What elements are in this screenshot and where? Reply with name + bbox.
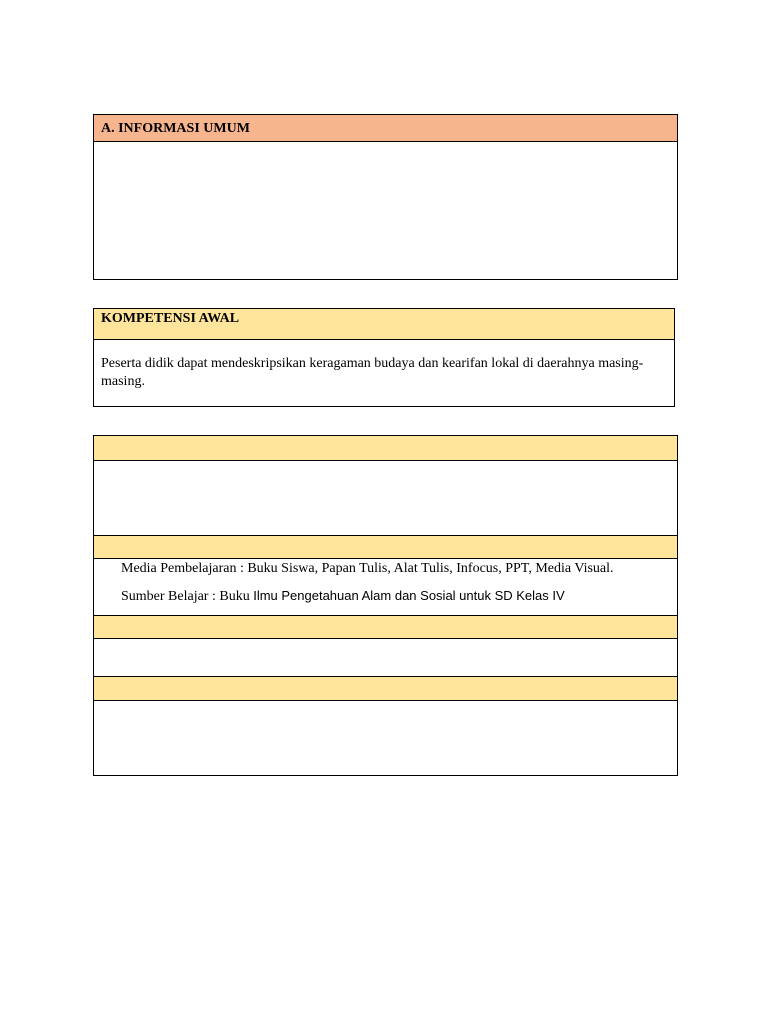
header-band-3: [94, 616, 677, 639]
media-label: Media Pembelajaran :: [121, 561, 248, 576]
informasi-umum-title: A. INFORMASI UMUM: [101, 121, 250, 136]
informasi-umum-body: [94, 142, 677, 279]
empty-cell-3: [94, 639, 677, 677]
sarana-prasarana-table: [93, 435, 678, 776]
kompetensi-awal-header: [94, 309, 674, 340]
kompetensi-awal-title: KOMPETENSI AWAL: [101, 311, 240, 326]
empty-cell-4: [94, 701, 677, 775]
informasi-umum-header: [94, 115, 677, 142]
header-band-4: [94, 677, 677, 701]
media-pembelajaran-line: [121, 560, 614, 578]
sumber-label: Sumber Belajar : Buku: [121, 589, 254, 604]
empty-cell-1: [94, 461, 677, 536]
sarana-cell: [94, 559, 677, 616]
kompetensi-awal-table: [93, 308, 675, 407]
media-value: Buku Siswa, Papan Tulis, Alat Tulis, Infocus, PPT, Media Visual.: [247, 561, 614, 576]
sumber-value: Ilmu Pengetahuan Alam dan Sosial untuk SD Kelas IV: [253, 588, 565, 603]
kompetensi-awal-text: Peserta didik dapat mendeskripsikan keragaman budaya dan kearifan lokal di daerahnya masing-masing.: [101, 356, 644, 389]
header-band-1: [94, 436, 677, 461]
header-band-2: [94, 536, 677, 559]
informasi-umum-table: [93, 114, 678, 280]
kompetensi-awal-body: [94, 340, 674, 406]
sumber-belajar-line: [121, 587, 565, 606]
